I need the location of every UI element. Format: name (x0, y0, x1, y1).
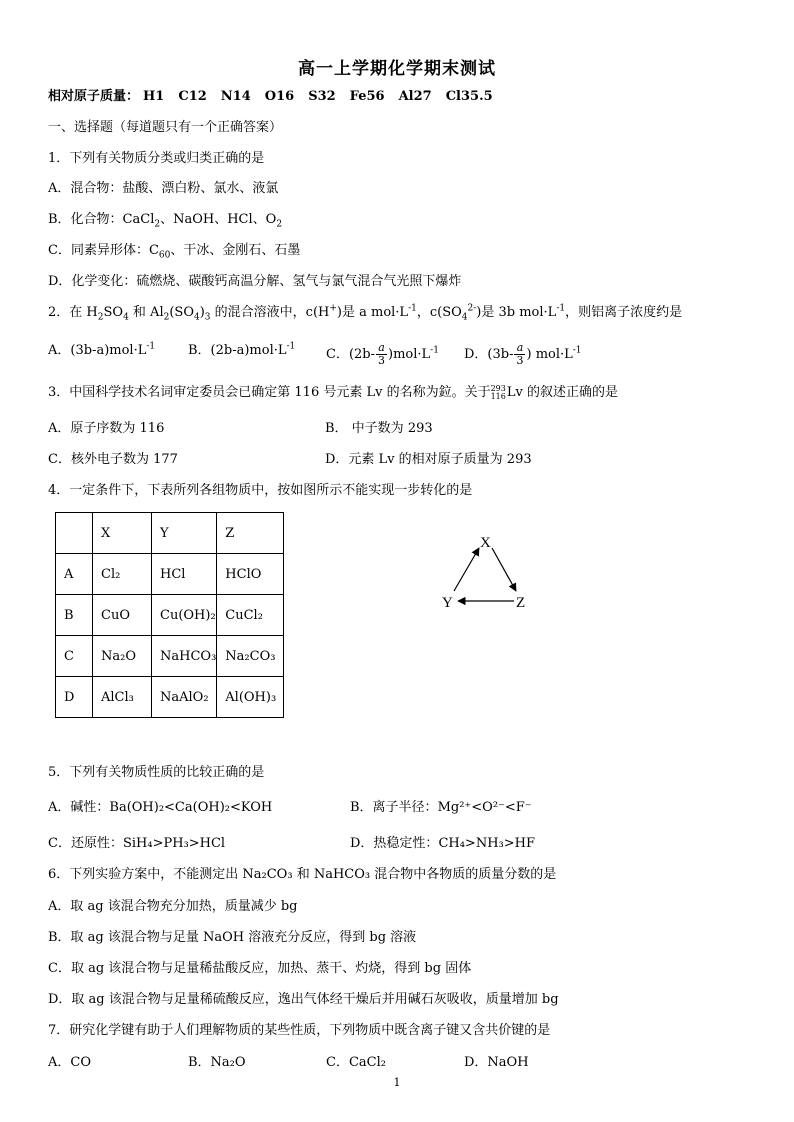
atomic-mass-item: Al27 (398, 89, 432, 104)
table-cell: Cu(OH)₂ (152, 595, 217, 636)
question-2-option-d: D．(3b- $\frac{a}{3}$ ) $mol\cdot L^{-1}$ (464, 341, 582, 367)
atomic-mass-item: S32 (308, 89, 336, 104)
question-6-option-b: B．取 ag 该混合物与足量 NaOH 溶液充分反应，得到 bg 溶液 (48, 930, 417, 945)
question-7-option-d: D．NaOH (464, 1055, 529, 1070)
page-number: 1 (393, 1076, 401, 1089)
question-2-option-c: C．(2b- $\frac{a}{3}$ )$mol\cdot L^{-1}$ (326, 341, 439, 367)
section-heading: 一、选择题（每道题只有一个正确答案） (48, 120, 283, 135)
table-row (56, 677, 284, 718)
question-1-option-d: D．化学变化：硫燃烧、碳酸钙高温分解、氢气与氯气混合气光照下爆炸 (48, 274, 462, 289)
question-4-table (55, 512, 284, 718)
table-row (56, 554, 284, 595)
atomic-mass-item: O16 (264, 89, 295, 104)
arrow-x-to-z (492, 548, 516, 591)
table-cell: NaHCO₃ (152, 636, 217, 677)
question-6-stem: 6．下列实验方案中，不能测定出 Na₂CO₃ 和 NaHCO₃ 混合物中各物质的质量分数的是 (48, 867, 557, 882)
conversion-diagram (430, 528, 540, 618)
question-5-stem: 5．下列有关物质性质的比较正确的是 (48, 765, 265, 780)
table-cell: Y (152, 513, 217, 554)
diagram-node-y: Y (442, 595, 453, 611)
question-7-option-a: A．CO (48, 1055, 91, 1070)
question-4-stem: 4．一定条件下，下表所列各组物质中，按如图所示不能实现一步转化的是 (48, 483, 473, 498)
table-cell: CuO (93, 595, 152, 636)
question-7-stem: 7．研究化学键有助于人们理解物质的某些性质，下列物质中既含离子键又含共价键的是 (48, 1023, 551, 1038)
question-3-option-d: D．元素 Lv 的相对原子质量为 293 (325, 452, 532, 467)
atomic-mass-item: Fe56 (349, 89, 385, 104)
fraction: $\frac{a}{3}$ (378, 341, 386, 367)
page-title: 高一上学期化学期末测试 (298, 59, 496, 79)
question-6-option-a: A．取 ag 该混合物充分加热，质量减少 bg (48, 899, 298, 914)
table-cell: B (56, 595, 93, 636)
table-cell: Al(OH)₃ (217, 677, 284, 718)
table-cell (56, 513, 93, 554)
question-2-option-b: B．$(2b-a)mol\cdot L^{-1}$ (188, 341, 296, 358)
nuclide-symbol: 293 116 (490, 383, 506, 401)
table-cell: NaAlO₂ (152, 677, 217, 718)
table-header-row (56, 513, 284, 554)
table-cell: HClO (217, 554, 284, 595)
fraction: $\frac{a}{3}$ (516, 341, 524, 367)
question-7-option-c: C．CaCl₂ (326, 1055, 386, 1070)
table-cell: CuCl₂ (217, 595, 284, 636)
table-cell: Na₂O (93, 636, 152, 677)
question-1-option-a: A．混合物：盐酸、漂白粉、氯水、液氯 (48, 181, 279, 196)
question-5-option-a: A．碱性：Ba(OH)₂<Ca(OH)₂<KOH (48, 800, 273, 815)
table-row (56, 636, 284, 677)
atomic-mass-item: H1 (143, 89, 165, 104)
arrow-y-to-x (454, 548, 479, 591)
question-3-stem: 3．中国科学技术名词审定委员会已确定第 116 号元素 Lv 的名称为鉝。关于 293 116 Lv 的叙述正确的是 (48, 383, 618, 401)
diagram-node-z: Z (516, 595, 526, 611)
atomic-mass-label: 相对原子质量： (48, 89, 140, 104)
question-6-option-c: C．取 ag 该混合物与足量稀盐酸反应，加热、蒸干、灼烧，得到 bg 固体 (48, 961, 472, 976)
question-6-option-d: D．取 ag 该混合物与足量稀硫酸反应，逸出气体经干燥后并用碱石灰吸收，质量增加 bg (48, 992, 559, 1007)
table-cell: X (93, 513, 152, 554)
table-cell: Z (217, 513, 284, 554)
table-cell: D (56, 677, 93, 718)
question-1-option-c: C．同素异形体：$C_{60}$、干冰、金刚石、石墨 (48, 243, 301, 261)
table-cell: Cl₂ (93, 554, 152, 595)
question-5-option-d: D．热稳定性：CH₄>NH₃>HF (350, 836, 535, 851)
question-3-option-a: A．原子序数为 116 (48, 421, 165, 436)
question-2-option-a: A．$(3b-a)mol\cdot L^{-1}$ (48, 341, 156, 358)
question-1-stem: 1．下列有关物质分类或归类正确的是 (48, 151, 265, 166)
question-1-option-b: B．化合物：CaCl$_2$、NaOH、HCl、$O_2$ (48, 212, 283, 230)
question-3-option-c: C．核外电子数为 177 (48, 452, 178, 467)
table-row (56, 595, 284, 636)
question-7-option-b: B．Na₂O (188, 1055, 246, 1070)
question-5-option-b: B．离子半径：Mg²⁺<O²⁻<F⁻ (350, 800, 532, 815)
question-3-option-b: B． 中子数为 293 (325, 421, 433, 436)
diagram-node-x: X (480, 535, 491, 551)
question-2-stem: 2．在 $H_2SO_4$ 和 $Al_2(SO_4)_3$ 的混合溶液中，c(H+)是 a $mol\cdot L^{-1}$，$c(SO_4^{2-})$是 3b $mol\cdot L^{-1}$，则铝离子浓度约是 (48, 303, 683, 323)
table-cell: Na₂CO₃ (217, 636, 284, 677)
atomic-mass-item: N14 (220, 89, 251, 104)
table-cell: HCl (152, 554, 217, 595)
question-5-option-c: C．还原性：SiH₄>PH₃>HCl (48, 836, 226, 851)
atomic-mass-line (48, 88, 493, 106)
atomic-mass-item: Cl35.5 (445, 89, 493, 104)
table-cell: C (56, 636, 93, 677)
table-cell: A (56, 554, 93, 595)
atomic-mass-item: C12 (178, 89, 207, 104)
table-cell: AlCl₃ (93, 677, 152, 718)
